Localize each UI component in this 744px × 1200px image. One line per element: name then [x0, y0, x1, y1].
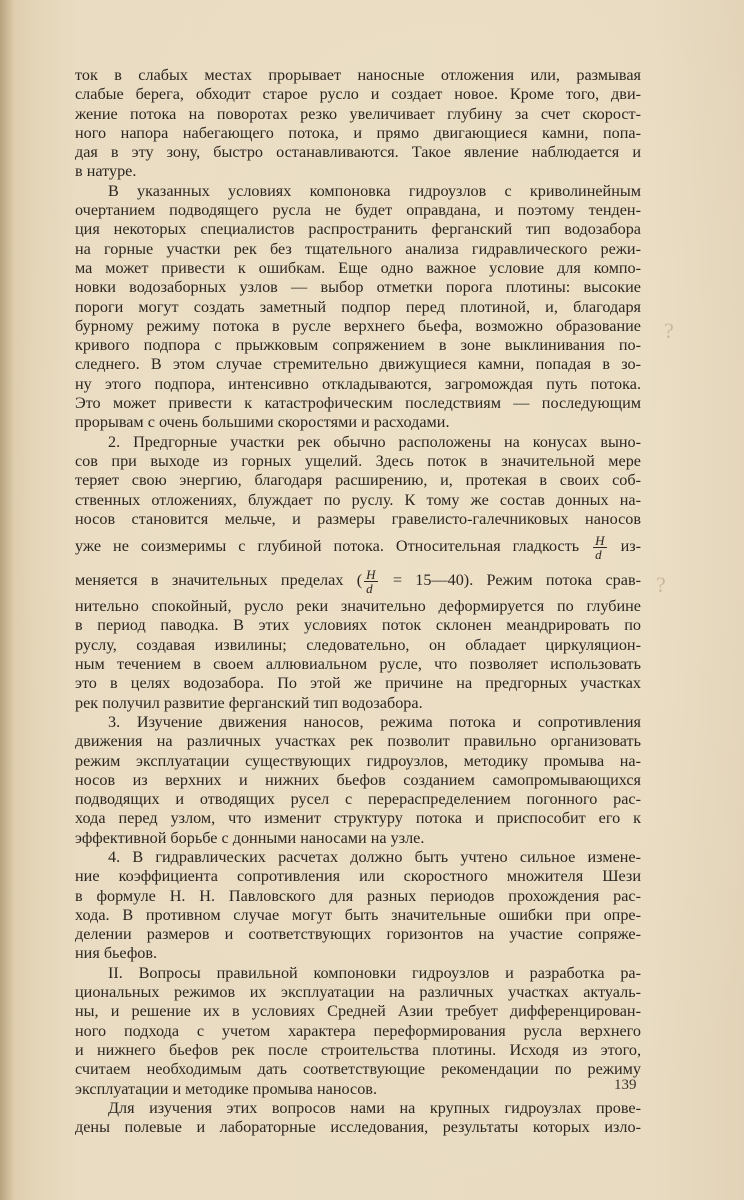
text-line: II. Вопросы правильной компоновки гидроузлов и разработка ра-: [108, 963, 641, 982]
text-line: ственных отложениях, блуждает по руслу. К тому же состав донных на-: [75, 490, 641, 509]
text-line: подводящих и отводящих русел с перераспределением погонного рас-: [75, 790, 641, 809]
fraction-h-over-d: [593, 534, 606, 561]
text-line: делении размеров и соответствующих горизонтов на участие сопряже-: [75, 925, 641, 944]
paragraph-3: [75, 433, 641, 713]
text-line: пороги могут создать заметный подпор перед плотиной, и, благодаря: [75, 297, 641, 316]
margin-question-mark: ?: [664, 318, 674, 343]
text-line: ния бьефов.: [75, 944, 158, 963]
text-line: в период паводка. В этих условиях поток склонен меандрировать по: [75, 616, 641, 635]
text-line: хода перед узлом, что изменит структуру потока и приспособит его к: [75, 809, 641, 828]
text-line: очертанием подводящего русла не будет оправдана, и поэтому тенден-: [75, 201, 641, 220]
text-line: режим эксплуатации существующих гидроузлов, методику промыва на-: [75, 751, 641, 770]
text-line: и нижнего бьефов рек после строительства плотины. Исходя из этого,: [75, 1040, 641, 1059]
paragraph-1: [75, 66, 641, 182]
text-line: новки водозаборных узлов — выбор отметки порога плотины: высокие: [75, 278, 641, 297]
text-line: ние коэффициента сопротивления или скоростного множителя Шези: [75, 867, 641, 886]
text-fragment: = 15—40). Режим потока срав-: [392, 571, 641, 590]
text-line: дая в эту зону, быстро останавливаются. Такое явление наблюдается и: [75, 143, 641, 162]
text-line: 3. Изучение движения наносов, режима потока и сопротивления: [108, 712, 641, 731]
text-line: носов из верхних и нижних бьефов созданием самопромывающихся: [75, 770, 641, 789]
page-number: 139: [614, 1077, 637, 1093]
text-line: это в целях водозабора. По этой же причине на предгорных участках: [75, 674, 641, 693]
text-line: кривого подпора с прыжковым сопряжением в зоне выклинивания по-: [75, 336, 641, 355]
text-line: 2. Предгорные участки рек обычно расположены на конусах выно-: [108, 432, 641, 451]
text-line: бурному режиму потока в русле верхнего бьефа, возможно образование: [75, 316, 641, 335]
paragraph-4: [75, 713, 641, 848]
text-line: сов при выходе из горных ущелий. Здесь поток в значительной мере: [75, 451, 641, 470]
text-line: ток в слабых местах прорывает наносные отложения или, размывая: [75, 66, 641, 84]
text-line: ны, и решение их в условиях Средней Азии требует дифференцирован-: [75, 1002, 641, 1021]
paragraph-2: [75, 182, 641, 433]
text-line: циональных режимов их эксплуатации на различных участках актуаль-: [75, 983, 641, 1002]
text-line: следнего. В этом случае стремительно движущиеся камни, попадая в зо-: [75, 355, 641, 374]
text-line: на горные участки рек без тщательного анализа гидравлического режи-: [75, 239, 641, 258]
text-line: считаем необходимым дать соответствующие рекомендации по режиму: [75, 1060, 641, 1079]
text-line: руслу, создавая извилины; следовательно, он обладает циркуляцион-: [75, 635, 641, 654]
fraction-denominator: d: [366, 580, 373, 596]
paragraph-5: [75, 848, 641, 964]
text-line: Для изучения этих вопросов нами на крупных гидроузлах прове-: [108, 1098, 641, 1117]
text-fragment: уже не соизмеримы с глубиной потока. Относительная гладкость: [75, 537, 580, 556]
text-line: эксплуатации и методике промыва наносов.: [75, 1079, 377, 1098]
body-text: [75, 66, 641, 1137]
text-line: движения на различных участках рек позволит правильно организовать: [75, 732, 641, 751]
text-line: ного напора набегающего потока, и прямо двигающиеся камни, попа-: [75, 123, 641, 142]
fraction-denominator: d: [595, 546, 602, 562]
text-line: слабые берега, обходит старое русло и создает новое. Кроме того, дви-: [75, 85, 641, 104]
text-line: ция некоторых специалистов распространить ферганский тип водозабора: [75, 220, 641, 239]
text-line: нительно спокойный, русло реки значительно деформируется по глубине: [75, 597, 641, 616]
text-line: В указанных условиях компоновка гидроузлов с криволинейным: [108, 181, 641, 200]
formula-line-2: [75, 563, 641, 597]
text-line: хода. В противном случае могут быть значительные ошибки при опре-: [75, 905, 641, 924]
text-line: рек получил развитие ферганский тип водозабора.: [75, 693, 423, 712]
text-line: ма может привести к ошибкам. Еще одно важное условие для компо-: [75, 258, 641, 277]
fraction-numerator: H: [595, 532, 605, 548]
text-line: ну этого подпора, интенсивно откладываются, загромождая путь потока.: [75, 374, 641, 393]
text-line: жение потока на поворотах резко увеличивает глубину за счет скорост-: [75, 104, 641, 123]
formula-line-1: [75, 529, 641, 563]
fraction-h-over-d: [364, 568, 377, 595]
text-line: Это может привести к катастрофическим последствиям — последующим: [75, 394, 641, 413]
text-line: в натуре.: [75, 162, 137, 181]
paragraph-6: [75, 964, 641, 1099]
page-binding-shadow: [0, 0, 14, 1200]
text-line: носов становится мельче, и размеры гравелисто-галечниковых наносов: [75, 509, 641, 528]
fraction-numerator: H: [366, 566, 376, 582]
text-line: 4. В гидравлических расчетах должно быть учтено сильное измене-: [108, 847, 641, 866]
paragraph-7: [75, 1099, 641, 1138]
text-line: теряет свою энергию, благодаря расширению, и, протекая в своих соб-: [75, 471, 641, 490]
text-line: в формуле Н. Н. Павловского для разных периодов прохождения рас-: [75, 886, 641, 905]
text-line: ным течением в своем аллювиальном русле, что позволяет использовать: [75, 655, 641, 674]
text-line: дены полевые и лабораторные исследования, результаты которых изло-: [75, 1118, 641, 1137]
text-fragment: меняется в значительных пределах (: [75, 571, 363, 590]
text-line: прорывам с очень большими скоростями и расходами.: [75, 413, 450, 432]
text-fragment: из-: [620, 537, 642, 556]
text-line: эффективной борьбе с донными наносами на узле.: [75, 828, 425, 847]
text-line: ного подхода с учетом характера переформирования русла верхнего: [75, 1021, 641, 1040]
margin-question-mark: ?: [656, 572, 666, 597]
